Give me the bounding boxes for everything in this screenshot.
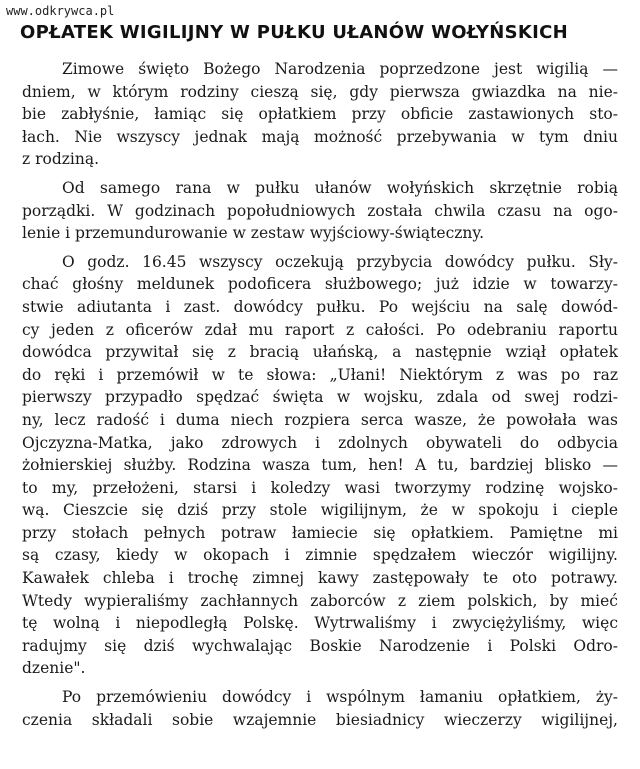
text-line: lenie i przemundurowanie w zestaw wyjściowy-świąteczny. bbox=[22, 224, 485, 243]
paragraph bbox=[22, 58, 618, 171]
article-title: OPŁATEK WIGILIJNY W PUŁKU UŁANÓW WOŁYŃSKICH bbox=[20, 22, 569, 43]
text-line: stwie adiutanta i zast. dowódcy pułku. Po wejściu na salę dowód- bbox=[22, 297, 618, 316]
text-line: chać głośny meldunek podoficera służbowego; już idzie w towarzy- bbox=[22, 275, 618, 294]
text-line: są czasy, kiedy w okopach i zimnie spędzałem wieczór wigilijny. bbox=[22, 546, 618, 565]
text-line: żołnierskiej służby. Rodzina wasza tum, hen! A tu, bardziej blisko — bbox=[22, 456, 618, 475]
text-line: przy stołach pełnych potraw łamiecie się opłatkiem. Pamiętne mi bbox=[22, 523, 618, 542]
watermark: www.odkrywca.pl bbox=[6, 4, 115, 18]
text-line: Po przemówieniu dowódcy i wspólnym łamaniu opłatkiem, ży- bbox=[62, 688, 618, 707]
text-line: Wtedy wypieraliśmy zachłannych zaborców z ziem polskich, by mieć bbox=[22, 591, 618, 610]
text-line: pierwszy przypadło spędzać święta w wojsku, zdala od swej rodzi- bbox=[22, 388, 618, 407]
text-line: Zimowe święto Bożego Narodzenia poprzedzone jest wigilią — bbox=[62, 60, 618, 78]
text-line: O godz. 16.45 wszyscy oczekują przybycia dowódcy pułku. Sły- bbox=[62, 252, 618, 271]
paragraph bbox=[22, 251, 618, 680]
text-line: łach. Nie wszyscy jednak mają możność przebywania w tym dniu bbox=[22, 127, 618, 146]
text-line: do ręki i przemówił w te słowa: „Ułani! Niektórym z was po raz bbox=[22, 365, 618, 384]
text-line: z rodziną. bbox=[22, 150, 100, 169]
text-line: czenia składali sobie wzajemnie biesiadnicy wieczerzy wigilijnej, bbox=[22, 710, 618, 729]
text-line: Od samego rana w pułku ułanów wołyńskich skrzętnie robią bbox=[62, 178, 618, 197]
text-line: bie zabłyśnie, łamiąc się opłatkiem przy obficie zastawionych sto- bbox=[22, 105, 618, 124]
text-line: to my, przełożeni, starsi i koledzy wasi tworzymy rodzinę wojsko- bbox=[22, 478, 618, 497]
text-line: ny, lecz radość i duma niech rozpiera serca wasze, że powołała was bbox=[22, 410, 618, 429]
paragraph bbox=[22, 686, 618, 731]
text-line: dowódca przywitał się z bracią ułańską, a następnie wziął opłatek bbox=[22, 343, 618, 362]
text-line: Kawałek chleba i trochę zimnej kawy zastępowały te oto potrawy. bbox=[22, 569, 618, 588]
text-line: tę wolną i niepodległą Polskę. Wytrwaliśmy i zwyciężyliśmy, więc bbox=[22, 614, 618, 633]
text-line: dniem, w którym rodziny cieszą się, gdy pierwsza gwiazdka na nie- bbox=[22, 82, 618, 101]
paragraph bbox=[22, 177, 618, 245]
text-line: wą. Cieszcie się dziś przy stole wigilijnym, że w spokoju i cieple bbox=[22, 501, 618, 520]
text-line: porządki. W godzinach popołudniowych została chwila czasu na ogo- bbox=[22, 201, 618, 220]
text-line: Ojczyzna-Matka, jako zdrowych i zdolnych obywateli do odbycia bbox=[22, 433, 618, 452]
text-line: radujmy się dziś wychwalając Boskie Narodzenie i Polski Odro- bbox=[22, 636, 618, 655]
article-body bbox=[22, 58, 618, 737]
text-line: cy jeden z oficerów zdał mu raport z całości. Po odebraniu raportu bbox=[22, 320, 618, 339]
text-line: dzenie". bbox=[22, 659, 86, 678]
